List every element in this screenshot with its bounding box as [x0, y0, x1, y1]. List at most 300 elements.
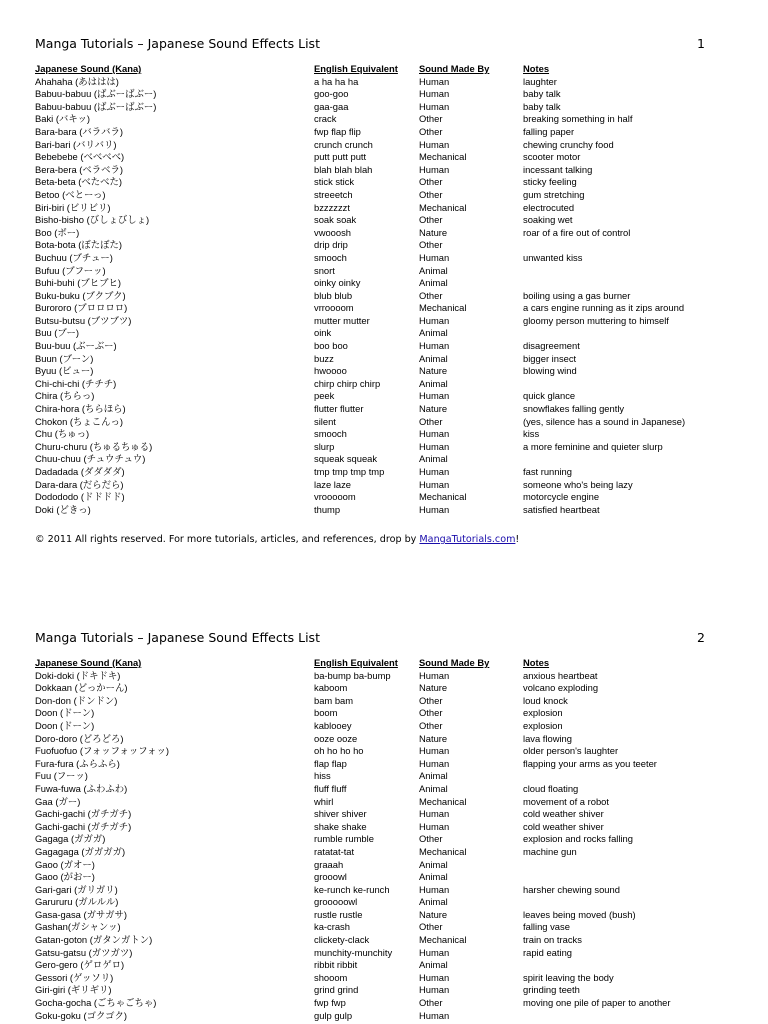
column-header-notes: Notes: [523, 63, 550, 74]
english-cell: chirp chirp chirp: [314, 377, 381, 389]
english-cell: bam bam: [314, 694, 354, 706]
kana-cell: Fura-fura (ふらふら): [35, 757, 120, 769]
english-cell: thump: [314, 503, 341, 515]
kana-cell: Gatsu-gatsu (ガツガツ): [35, 946, 133, 958]
notes-cell: falling paper: [523, 125, 575, 137]
english-cell: peek: [314, 390, 335, 402]
kana-cell: Giri-giri (ギリギリ): [35, 984, 112, 996]
table-body: [0, 76, 768, 517]
english-cell: ke-runch ke-runch: [314, 883, 390, 895]
kana-cell: Chira-hora (ちらほら): [35, 403, 126, 415]
table-row: [0, 453, 768, 466]
english-cell: grooowl: [314, 871, 347, 883]
english-cell: boo boo: [314, 340, 348, 352]
made-by-cell: Human: [419, 138, 450, 150]
made-by-cell: Human: [419, 808, 450, 820]
notes-cell: lava flowing: [523, 732, 572, 744]
notes-cell: kiss: [523, 428, 540, 440]
notes-cell: moving one pile of paper to another: [523, 997, 671, 1009]
english-cell: shiver shiver: [314, 808, 367, 820]
notes-cell: roar of a fire out of control: [523, 226, 631, 238]
kana-cell: Gocha-gocha (ごちゃごちゃ): [35, 997, 157, 1009]
table-row: [0, 139, 768, 152]
english-cell: kablooey: [314, 719, 352, 731]
kana-cell: Gagagaga (ガガガガ): [35, 845, 126, 857]
kana-cell: Burororo (ブロロロロ): [35, 302, 128, 314]
notes-cell: fast running: [523, 466, 572, 477]
table-row: [0, 202, 768, 215]
footer-text: © 2011 All rights reserved. For more tutorials, articles, and references, drop by: [35, 534, 420, 545]
kana-cell: Gari-gari (ガリガリ): [35, 883, 118, 895]
kana-cell: Boo (ボー): [35, 226, 80, 238]
notes-cell: loud knock: [523, 694, 568, 706]
column-header-kana: Japanese Sound (Kana): [35, 63, 142, 74]
notes-cell: motorcycle engine: [523, 491, 600, 503]
english-cell: buzz: [314, 352, 334, 364]
kana-cell: Gero-gero (ゲロゲロ): [35, 959, 125, 971]
notes-cell: explosion: [523, 719, 563, 731]
column-header-notes: Notes: [523, 657, 550, 668]
kana-cell: Doon (ドーン): [35, 707, 95, 719]
made-by-cell: Nature: [419, 908, 448, 920]
table-row: [0, 934, 768, 947]
column-header-english: English Equivalent: [314, 63, 398, 74]
made-by-cell: Human: [419, 88, 450, 100]
made-by-cell: Human: [419, 466, 450, 477]
made-by-cell: Animal: [419, 959, 448, 971]
english-cell: ba-bump ba-bump: [314, 669, 391, 681]
made-by-cell: Nature: [419, 732, 448, 744]
english-cell: clickety-clack: [314, 934, 370, 946]
made-by-cell: Nature: [419, 682, 448, 694]
kana-cell: Chokon (ちょこんっ): [35, 415, 124, 427]
made-by-cell: Human: [419, 75, 450, 87]
kana-cell: Biri-biri (ビリビリ): [35, 201, 111, 213]
made-by-cell: Human: [419, 946, 450, 958]
notes-cell: gloomy person muttering to himself: [523, 314, 669, 326]
table-row: [0, 896, 768, 909]
kana-cell: Gessori (ゲッソリ): [35, 971, 114, 983]
english-cell: gaa-gaa: [314, 100, 349, 112]
table-row: [0, 1010, 768, 1023]
english-cell: slurp: [314, 440, 335, 452]
kana-cell: Chu (ちゅっ): [35, 428, 90, 440]
table-row: [0, 378, 768, 391]
table-row: [0, 390, 768, 403]
made-by-cell: Mechanical: [419, 302, 467, 314]
made-by-cell: Animal: [419, 327, 448, 339]
table-row: [0, 239, 768, 252]
kana-cell: Bera-bera (ベラベラ): [35, 163, 124, 175]
english-cell: rumble rumble: [314, 833, 374, 845]
table-row: [0, 265, 768, 278]
english-cell: rustle rustle: [314, 908, 363, 920]
table-row: [0, 101, 768, 114]
english-cell: fwp flap flip: [314, 125, 361, 137]
table-row: [0, 340, 768, 353]
notes-cell: snowflakes falling gently: [523, 403, 625, 415]
table-row: [0, 466, 768, 479]
english-cell: streeetch: [314, 188, 353, 200]
table-row: [0, 164, 768, 177]
made-by-cell: Animal: [419, 277, 448, 289]
english-cell: crack: [314, 113, 337, 125]
made-by-cell: Other: [419, 125, 443, 137]
made-by-cell: Other: [419, 719, 443, 731]
english-cell: shooom: [314, 971, 348, 983]
made-by-cell: Nature: [419, 226, 448, 238]
kana-cell: Betoo (べとーっ): [35, 188, 106, 200]
kana-cell: Beta-beta (べたべた): [35, 176, 123, 188]
made-by-cell: Human: [419, 984, 450, 996]
made-by-cell: Mechanical: [419, 491, 467, 503]
notes-cell: rapid eating: [523, 946, 572, 958]
english-cell: grooooowl: [314, 896, 358, 908]
table-row: [0, 315, 768, 328]
notes-cell: electrocuted: [523, 201, 575, 213]
kana-cell: Bebebebe (べべべべ): [35, 151, 125, 163]
column-header-made-by: Sound Made By: [419, 657, 490, 668]
footer-end: !: [515, 534, 520, 545]
table-row: [0, 909, 768, 922]
table-row: [0, 821, 768, 834]
column-header-kana: Japanese Sound (Kana): [35, 657, 142, 668]
english-cell: whirl: [314, 795, 334, 807]
english-cell: shake shake: [314, 820, 367, 832]
made-by-cell: Human: [419, 883, 450, 895]
english-cell: hiss: [314, 770, 331, 782]
made-by-cell: Animal: [419, 352, 448, 364]
made-by-cell: Other: [419, 176, 443, 188]
table-row: [0, 76, 768, 89]
english-cell: laze laze: [314, 478, 352, 490]
table-row: [0, 504, 768, 517]
made-by-cell: Human: [419, 428, 450, 440]
notes-cell: movement of a robot: [523, 795, 609, 807]
made-by-cell: Human: [419, 503, 450, 515]
made-by-cell: Human: [419, 163, 450, 175]
english-cell: munchity-munchity: [314, 946, 393, 958]
table-row: [0, 670, 768, 683]
made-by-cell: Human: [419, 440, 450, 452]
notes-cell: unwanted kiss: [523, 251, 583, 263]
kana-cell: Gashan(ガシャンッ): [35, 921, 121, 933]
notes-cell: blowing wind: [523, 365, 577, 377]
copyright-footer: [35, 534, 519, 545]
made-by-cell: Human: [419, 971, 450, 983]
kana-cell: Churu-churu (ちゅるちゅる): [35, 440, 153, 452]
made-by-cell: Animal: [419, 871, 448, 883]
kana-cell: Buu-buu (ぶーぶー): [35, 340, 117, 352]
table-row: [0, 428, 768, 441]
mangatutorials-link[interactable]: MangaTutorials.com: [419, 534, 516, 545]
notes-cell: gum stretching: [523, 188, 585, 200]
table-row: [0, 833, 768, 846]
kana-cell: Dokkaan (どっかーん): [35, 682, 128, 694]
table-row: [0, 770, 768, 783]
kana-cell: Babuu-babuu (ばぶーばぶー): [35, 88, 157, 100]
made-by-cell: Other: [419, 289, 443, 301]
table-row: [0, 846, 768, 859]
table-row: [0, 151, 768, 164]
english-cell: mutter mutter: [314, 314, 370, 326]
notes-cell: incessant talking: [523, 163, 593, 175]
notes-cell: bigger insect: [523, 352, 577, 364]
kana-cell: Chira (ちらっ): [35, 390, 95, 402]
page-number: 1: [697, 36, 705, 51]
kana-cell: Fuwa-fuwa (ふわふわ): [35, 782, 128, 794]
english-cell: gulp gulp: [314, 1009, 353, 1021]
kana-cell: Baki (バキッ): [35, 113, 91, 125]
table-row: [0, 783, 768, 796]
english-cell: ratatat-tat: [314, 845, 355, 857]
table-row: [0, 365, 768, 378]
english-cell: oink: [314, 327, 332, 339]
notes-cell: chewing crunchy food: [523, 138, 614, 150]
notes-cell: cloud floating: [523, 782, 579, 794]
notes-cell: older person's laughter: [523, 745, 619, 757]
table-row: [0, 707, 768, 720]
english-cell: flutter flutter: [314, 403, 364, 415]
notes-cell: harsher chewing sound: [523, 883, 620, 895]
english-cell: blah blah blah: [314, 163, 373, 175]
table-row: [0, 176, 768, 189]
kana-cell: Gachi-gachi (ガチガチ): [35, 808, 132, 820]
table-row: [0, 491, 768, 504]
kana-cell: Bufuu (ブフーッ): [35, 264, 106, 276]
made-by-cell: Other: [419, 188, 443, 200]
kana-cell: Buu (ブー): [35, 327, 79, 339]
english-cell: flap flap: [314, 757, 347, 769]
made-by-cell: Animal: [419, 896, 448, 908]
english-cell: ooze ooze: [314, 732, 358, 744]
made-by-cell: Human: [419, 820, 450, 832]
table-row: [0, 403, 768, 416]
table-row: [0, 859, 768, 872]
table-row: [0, 884, 768, 897]
made-by-cell: Animal: [419, 858, 448, 870]
english-cell: boom: [314, 707, 338, 719]
english-cell: a ha ha ha: [314, 75, 359, 87]
english-cell: graaah: [314, 858, 344, 870]
kana-cell: Fuofuofuo (フォッフォッフォッ): [35, 745, 170, 757]
notes-cell: laughter: [523, 75, 557, 87]
kana-cell: Byuu (ビュー): [35, 365, 94, 377]
table-row: [0, 984, 768, 997]
made-by-cell: Mechanical: [419, 151, 467, 163]
english-cell: crunch crunch: [314, 138, 373, 150]
english-cell: hwoooo: [314, 365, 347, 377]
table-row: [0, 126, 768, 139]
notes-cell: a cars engine running as it zips around: [523, 302, 685, 314]
kana-cell: Buun (ブーン): [35, 352, 94, 364]
page-header-title: Manga Tutorials – Japanese Sound Effects List: [35, 630, 320, 645]
made-by-cell: Mechanical: [419, 201, 467, 213]
table-row: [0, 720, 768, 733]
english-cell: smooch: [314, 251, 347, 263]
table-row: [0, 997, 768, 1010]
made-by-cell: Human: [419, 478, 450, 490]
notes-cell: sticky feeling: [523, 176, 577, 188]
english-cell: vrroooom: [314, 302, 354, 314]
table-row: [0, 189, 768, 202]
notes-cell: spirit leaving the body: [523, 971, 614, 983]
english-cell: goo-goo: [314, 88, 349, 100]
made-by-cell: Nature: [419, 403, 448, 415]
made-by-cell: Human: [419, 251, 450, 263]
kana-cell: Ahahaha (あははは): [35, 75, 119, 87]
notes-cell: explosion and rocks falling: [523, 833, 633, 845]
made-by-cell: Other: [419, 997, 443, 1009]
english-cell: snort: [314, 264, 335, 276]
english-cell: smooch: [314, 428, 347, 440]
notes-cell: anxious heartbeat: [523, 669, 598, 681]
kana-cell: Goku-goku (ゴクゴク): [35, 1009, 128, 1021]
notes-cell: cold weather shiver: [523, 808, 604, 820]
notes-cell: breaking something in half: [523, 113, 633, 125]
table-row: [0, 302, 768, 315]
kana-cell: Gasa-gasa (ガサガサ): [35, 908, 128, 920]
kana-cell: Bota-bota (ぼたぼた): [35, 239, 123, 251]
notes-cell: train on tracks: [523, 934, 582, 946]
english-cell: oh ho ho ho: [314, 745, 364, 757]
kana-cell: Gaa (ガー): [35, 795, 81, 807]
kana-cell: Fuu (フーッ): [35, 770, 88, 782]
notes-cell: disagreement: [523, 340, 580, 352]
notes-cell: (yes, silence has a sound in Japanese): [523, 415, 686, 427]
kana-cell: Gaoo (ガオー): [35, 858, 95, 870]
table-row: [0, 796, 768, 809]
english-cell: squeak squeak: [314, 453, 378, 465]
table-row: [0, 327, 768, 340]
english-cell: oinky oinky: [314, 277, 361, 289]
made-by-cell: Human: [419, 100, 450, 112]
english-cell: stick stick: [314, 176, 355, 188]
notes-cell: explosion: [523, 707, 563, 719]
english-cell: fwp fwp: [314, 997, 346, 1009]
table-row: [0, 947, 768, 960]
notes-cell: quick glance: [523, 390, 576, 402]
made-by-cell: Human: [419, 340, 450, 352]
made-by-cell: Mechanical: [419, 934, 467, 946]
table-row: [0, 758, 768, 771]
table-body: [0, 670, 768, 1023]
kana-cell: Dodododo (ドドドド): [35, 491, 125, 503]
table-row: [0, 695, 768, 708]
kana-cell: Bari-bari (バリバリ): [35, 138, 117, 150]
english-cell: fluff fluff: [314, 782, 347, 794]
made-by-cell: Other: [419, 113, 443, 125]
table-row: [0, 441, 768, 454]
table-row: [0, 214, 768, 227]
table-row: [0, 290, 768, 303]
notes-cell: baby talk: [523, 100, 561, 112]
kana-cell: Doki (どきっ): [35, 503, 91, 515]
kana-cell: Butsu-butsu (ブツブツ): [35, 314, 132, 326]
table-row: [0, 479, 768, 492]
made-by-cell: Animal: [419, 377, 448, 389]
made-by-cell: Animal: [419, 264, 448, 276]
notes-cell: scooter motor: [523, 151, 581, 163]
made-by-cell: Other: [419, 694, 443, 706]
made-by-cell: Human: [419, 1009, 450, 1021]
table-row: [0, 88, 768, 101]
english-cell: vrooooom: [314, 491, 356, 503]
made-by-cell: Other: [419, 921, 443, 933]
column-header-made-by: Sound Made By: [419, 63, 490, 74]
made-by-cell: Animal: [419, 782, 448, 794]
table-row: [0, 252, 768, 265]
notes-cell: someone who's being lazy: [523, 478, 633, 490]
page-number: 2: [697, 630, 705, 645]
table-row: [0, 745, 768, 758]
english-cell: ribbit ribbit: [314, 959, 358, 971]
kana-cell: Babuu-babuu (ばぶーばぶー): [35, 100, 157, 112]
kana-cell: Dadadada (ダダダダ): [35, 466, 125, 477]
kana-cell: Doki-doki (ドキドキ): [35, 669, 121, 681]
page-header-title: Manga Tutorials – Japanese Sound Effects List: [35, 36, 320, 51]
notes-cell: flapping your arms as you teeter: [523, 757, 657, 769]
notes-cell: leaves being moved (bush): [523, 908, 636, 920]
kana-cell: Dara-dara (だらだら): [35, 478, 124, 490]
kana-cell: Gaoo (がおー): [35, 871, 95, 883]
made-by-cell: Human: [419, 314, 450, 326]
table-row: [0, 353, 768, 366]
made-by-cell: Mechanical: [419, 795, 467, 807]
table-row: [0, 972, 768, 985]
table-row: [0, 871, 768, 884]
made-by-cell: Animal: [419, 770, 448, 782]
notes-cell: volcano exploding: [523, 682, 599, 694]
english-cell: ka-crash: [314, 921, 350, 933]
notes-cell: boiling using a gas burner: [523, 289, 631, 301]
notes-cell: grinding teeth: [523, 984, 580, 996]
notes-cell: machine gun: [523, 845, 577, 857]
english-cell: drip drip: [314, 239, 348, 251]
table-row: [0, 682, 768, 695]
table-row: [0, 733, 768, 746]
made-by-cell: Mechanical: [419, 845, 467, 857]
english-cell: bzzzzzzt: [314, 201, 350, 213]
kana-cell: Gagaga (ガガガ): [35, 833, 106, 845]
notes-cell: satisfied heartbeat: [523, 503, 600, 515]
kana-cell: Chi-chi-chi (チチチ): [35, 377, 117, 389]
made-by-cell: Human: [419, 745, 450, 757]
table-row: [0, 921, 768, 934]
english-cell: tmp tmp tmp tmp: [314, 466, 385, 477]
kana-cell: Bara-bara (バラバラ): [35, 125, 124, 137]
table-row: [0, 416, 768, 429]
made-by-cell: Other: [419, 415, 443, 427]
english-cell: blub blub: [314, 289, 353, 301]
kana-cell: Chuu-chuu (チュウチュウ): [35, 453, 146, 465]
notes-cell: a more feminine and quieter slurp: [523, 440, 663, 452]
made-by-cell: Human: [419, 757, 450, 769]
made-by-cell: Animal: [419, 453, 448, 465]
english-cell: grind grind: [314, 984, 359, 996]
notes-cell: baby talk: [523, 88, 561, 100]
table-row: [0, 113, 768, 126]
made-by-cell: Other: [419, 239, 443, 251]
kana-cell: Don-don (ドンドン): [35, 694, 118, 706]
notes-cell: cold weather shiver: [523, 820, 604, 832]
english-cell: putt putt putt: [314, 151, 367, 163]
english-cell: silent: [314, 415, 336, 427]
made-by-cell: Human: [419, 669, 450, 681]
table-row: [0, 808, 768, 821]
notes-cell: soaking wet: [523, 214, 573, 226]
kana-cell: Doro-doro (どろどろ): [35, 732, 124, 744]
